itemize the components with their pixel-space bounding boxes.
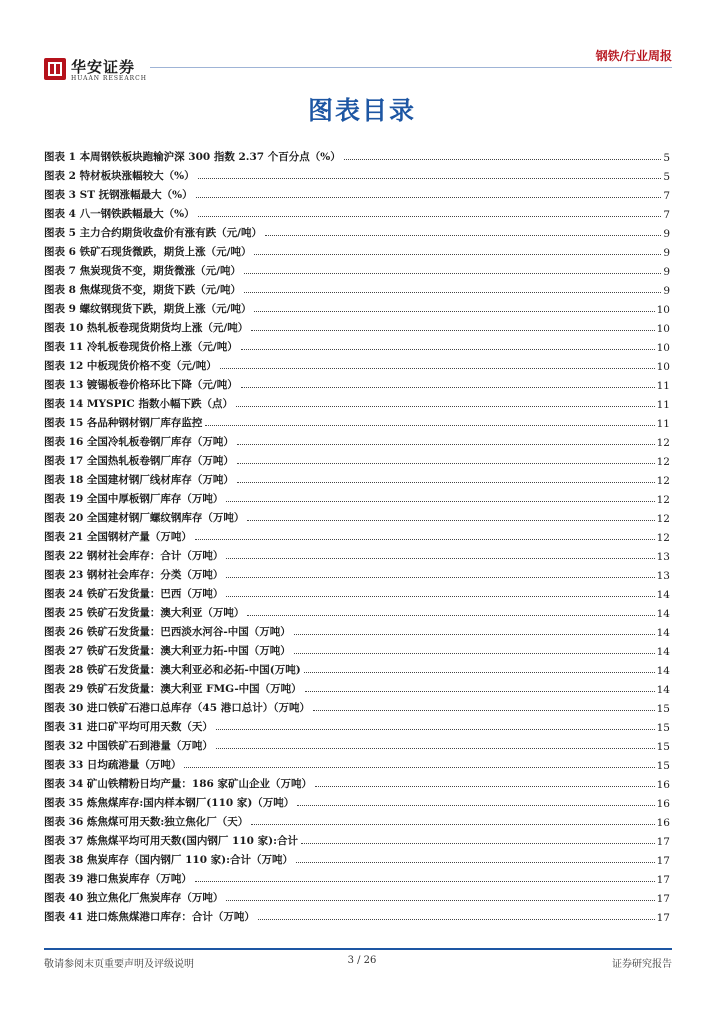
toc-entry-page: 15 — [656, 703, 670, 715]
toc-entry-label: 图表 12 中板现货价格不变（元/吨） — [44, 360, 217, 372]
toc-leader-dots — [226, 900, 654, 901]
toc-leader-dots — [304, 672, 655, 673]
toc-entry[interactable] — [44, 468, 670, 487]
toc-leader-dots — [216, 729, 655, 730]
toc-entry-page: 15 — [656, 760, 670, 772]
toc-entry-label: 图表 27 铁矿石发货量：澳大利亚力拓-中国（万吨） — [44, 645, 291, 657]
toc-entry-page: 12 — [656, 494, 670, 506]
toc-entry[interactable] — [44, 810, 670, 829]
toc-entry[interactable] — [44, 886, 670, 905]
toc-entry-page: 14 — [656, 589, 670, 601]
toc-entry-label: 图表 40 独立焦化厂焦炭库存（万吨） — [44, 892, 224, 904]
toc-leader-dots — [244, 292, 661, 293]
toc-entry-page: 9 — [663, 266, 670, 278]
toc-leader-dots — [251, 330, 654, 331]
toc-leader-dots — [313, 710, 655, 711]
toc-leader-dots — [237, 463, 655, 464]
toc-leader-dots — [297, 805, 654, 806]
toc-entry-page: 10 — [656, 361, 670, 373]
toc-entry-page: 17 — [656, 855, 670, 867]
toc-entry-label: 图表 6 铁矿石现货微跌，期货上涨（元/吨） — [44, 246, 252, 258]
report-section: 钢铁/行业周报 — [595, 49, 672, 63]
toc-entry-label: 图表 30 进口铁矿石港口总库存（45 港口总计）（万吨） — [44, 702, 310, 714]
toc-entry-page: 17 — [656, 912, 670, 924]
toc-leader-dots — [216, 748, 655, 749]
toc-entry-page: 14 — [656, 684, 670, 696]
toc-entry-page: 17 — [656, 893, 670, 905]
toc-leader-dots — [198, 178, 662, 179]
toc-entry-label: 图表 41 进口炼焦煤港口库存：合计（万吨） — [44, 911, 255, 923]
toc-entry-page: 14 — [656, 608, 670, 620]
toc-entry[interactable] — [44, 297, 670, 316]
toc-entry[interactable] — [44, 316, 670, 335]
toc-entry[interactable] — [44, 848, 670, 867]
toc-entry-label: 图表 31 进口矿平均可用天数（天） — [44, 721, 213, 733]
toc-entry[interactable] — [44, 677, 670, 696]
toc-entry-page: 10 — [656, 304, 670, 316]
toc-entry-page: 9 — [663, 285, 670, 297]
toc-entry[interactable] — [44, 601, 670, 620]
toc-entry-label: 图表 36 炼焦煤可用天数:独立焦化厂（天） — [44, 816, 249, 828]
toc-entry-page: 16 — [656, 798, 670, 810]
toc-entry-page: 12 — [656, 456, 670, 468]
toc-entry-label: 图表 32 中国铁矿石到港量（万吨） — [44, 740, 213, 752]
toc-entry-page: 10 — [656, 323, 670, 335]
toc-entry[interactable] — [44, 639, 670, 658]
toc-entry-label: 图表 8 焦煤现货不变，期货下跌（元/吨） — [44, 284, 241, 296]
page-number: 3 / 26 — [347, 955, 377, 966]
toc-leader-dots — [241, 387, 655, 388]
toc-entry-page: 13 — [656, 551, 670, 563]
toc-entry-label: 图表 18 全国建材钢厂线材库存（万吨） — [44, 474, 234, 486]
toc-entry[interactable] — [44, 829, 670, 848]
toc-leader-dots — [184, 767, 654, 768]
toc-entry-label: 图表 34 矿山铁精粉日均产量：186 家矿山企业（万吨） — [44, 778, 312, 790]
toc-entry-label: 图表 14 MYSPIC 指数小幅下跌（点） — [44, 398, 233, 410]
toc-entry-label: 图表 3 ST 抚钢涨幅最大（%） — [44, 189, 193, 201]
toc-entry[interactable] — [44, 867, 670, 886]
toc-entry-label: 图表 2 特材板块涨幅较大（%） — [44, 170, 195, 182]
toc-entry[interactable] — [44, 373, 670, 392]
toc-entry-page: 5 — [663, 171, 670, 183]
header-divider — [150, 67, 672, 68]
toc-entry-label: 图表 37 炼焦煤平均可用天数(国内钢厂 110 家):合计 — [44, 835, 298, 847]
toc-entry[interactable] — [44, 164, 670, 183]
toc-entry[interactable] — [44, 620, 670, 639]
toc-leader-dots — [195, 881, 655, 882]
page-title: 图表目录 — [307, 96, 416, 125]
toc-entry-label: 图表 13 镀锡板卷价格环比下降（元/吨） — [44, 379, 238, 391]
toc-entry-label: 图表 19 全国中厚板钢厂库存（万吨） — [44, 493, 224, 505]
toc-entry[interactable] — [44, 734, 670, 753]
toc-leader-dots — [247, 615, 654, 616]
toc-leader-dots — [254, 254, 661, 255]
toc-leader-dots — [226, 558, 654, 559]
toc-entry-label: 图表 17 全国热轧板卷钢厂库存（万吨） — [44, 455, 234, 467]
toc-entry[interactable] — [44, 791, 670, 810]
toc-leader-dots — [258, 919, 655, 920]
toc-entry-label: 图表 16 全国冷轧板卷钢厂库存（万吨） — [44, 436, 234, 448]
toc-entry-label: 图表 26 铁矿石发货量：巴西淡水河谷-中国（万吨） — [44, 626, 291, 638]
toc-entry[interactable] — [44, 715, 670, 734]
toc-leader-dots — [236, 406, 655, 407]
toc-entry[interactable] — [44, 430, 670, 449]
toc-entry-page: 14 — [656, 627, 670, 639]
toc-entry-label: 图表 22 钢材社会库存：合计（万吨） — [44, 550, 224, 562]
toc-entry[interactable] — [44, 221, 670, 240]
toc-entry-page: 17 — [656, 836, 670, 848]
toc-entry-page: 9 — [663, 247, 670, 259]
toc-entry[interactable] — [44, 905, 670, 924]
toc-entry[interactable] — [44, 259, 670, 278]
toc-entry[interactable] — [44, 506, 670, 525]
toc-entry[interactable] — [44, 449, 670, 468]
toc-entry-label: 图表 15 各品种钢材钢厂库存监控 — [44, 417, 203, 429]
toc-entry-page: 11 — [656, 418, 670, 430]
toc-entry-label: 图表 33 日均疏港量（万吨） — [44, 759, 182, 771]
toc-entry[interactable] — [44, 278, 670, 297]
footer-divider — [44, 948, 672, 950]
footer-disclaimer: 敬请参阅末页重要声明及评级说明 — [44, 959, 194, 970]
toc-entry-label: 图表 25 铁矿石发货量：澳大利亚（万吨） — [44, 607, 245, 619]
toc-leader-dots — [247, 520, 654, 521]
toc-entry[interactable] — [44, 696, 670, 715]
toc-entry-label: 图表 5 主力合约期货收盘价有涨有跌（元/吨） — [44, 227, 262, 239]
toc-entry[interactable] — [44, 240, 670, 259]
toc-entry[interactable] — [44, 183, 670, 202]
toc-entry-label: 图表 29 铁矿石发货量：澳大利亚 FMG-中国（万吨） — [44, 683, 302, 695]
toc-entry-label: 图表 39 港口焦炭库存（万吨） — [44, 873, 192, 885]
brand-name: 华安证券 — [71, 58, 136, 76]
toc-leader-dots — [226, 596, 654, 597]
toc-entry[interactable] — [44, 658, 670, 677]
toc-entry[interactable] — [44, 772, 670, 791]
toc-leader-dots — [294, 634, 655, 635]
toc-entry-page: 16 — [656, 817, 670, 829]
toc-leader-dots — [195, 539, 655, 540]
toc-entry-page: 15 — [656, 741, 670, 753]
toc-entry-label: 图表 23 钢材社会库存：分类（万吨） — [44, 569, 224, 581]
toc-entry[interactable] — [44, 335, 670, 354]
toc-entry[interactable] — [44, 411, 670, 430]
toc-entry-page: 17 — [656, 874, 670, 886]
toc-entry-page: 5 — [663, 152, 670, 164]
toc-entry[interactable] — [44, 582, 670, 601]
toc-leader-dots — [226, 577, 654, 578]
toc-entry-label: 图表 1 本周钢铁板块跑输沪深 300 指数 2.37 个百分点（%） — [44, 151, 341, 163]
toc-leader-dots — [305, 691, 655, 692]
toc-entry-label: 图表 38 焦炭库存（国内钢厂 110 家):合计（万吨） — [44, 854, 293, 866]
toc-leader-dots — [220, 368, 655, 369]
toc-entry[interactable] — [44, 487, 670, 506]
toc-entry-page: 14 — [656, 665, 670, 677]
toc-entry-label: 图表 4 八一钢铁跌幅最大（%） — [44, 208, 195, 220]
toc-leader-dots — [198, 216, 662, 217]
toc-entry[interactable] — [44, 753, 670, 772]
toc-entry-page: 9 — [663, 228, 670, 240]
toc-entry[interactable] — [44, 525, 670, 544]
toc-entry-label: 图表 35 炼焦煤库存:国内样本钢厂(110 家)（万吨） — [44, 797, 295, 809]
toc-leader-dots — [205, 425, 654, 426]
report-type: 证券研究报告 — [612, 959, 672, 970]
toc-entry-label: 图表 24 铁矿石发货量：巴西（万吨） — [44, 588, 224, 600]
toc-leader-dots — [226, 501, 654, 502]
toc-entry-page: 7 — [663, 209, 670, 221]
toc-leader-dots — [241, 349, 655, 350]
toc-leader-dots — [344, 159, 662, 160]
toc-entry-page: 13 — [656, 570, 670, 582]
toc-entry-label: 图表 11 冷轧板卷现货价格上涨（元/吨） — [44, 341, 238, 353]
toc-leader-dots — [251, 824, 654, 825]
toc-entry[interactable] — [44, 544, 670, 563]
toc-entry[interactable] — [44, 392, 670, 411]
toc-entry-page: 15 — [656, 722, 670, 734]
toc-leader-dots — [265, 235, 661, 236]
brand-english: HUAAN RESEARCH — [71, 75, 147, 82]
toc-leader-dots — [254, 311, 654, 312]
toc-entry-label: 图表 21 全国钢材产量（万吨） — [44, 531, 192, 543]
toc-entry-page: 14 — [656, 646, 670, 658]
toc-leader-dots — [237, 482, 655, 483]
toc-leader-dots — [244, 273, 661, 274]
toc-entry-page: 12 — [656, 513, 670, 525]
toc-entry-page: 11 — [656, 399, 670, 411]
toc-entry-page: 11 — [656, 380, 670, 392]
toc-entry[interactable] — [44, 354, 670, 373]
toc-entry-page: 12 — [656, 437, 670, 449]
toc-entry-label: 图表 20 全国建材钢厂螺纹钢库存（万吨） — [44, 512, 245, 524]
toc-entry[interactable] — [44, 202, 670, 221]
toc-entry-label: 图表 9 螺纹钢现货下跌，期货上涨（元/吨） — [44, 303, 252, 315]
toc-entry-label: 图表 28 铁矿石发货量：澳大利亚必和必拓-中国(万吨) — [44, 664, 301, 676]
toc-leader-dots — [301, 843, 655, 844]
table-of-contents — [44, 145, 670, 924]
toc-entry-label: 图表 7 焦炭现货不变，期货微涨（元/吨） — [44, 265, 241, 277]
toc-leader-dots — [294, 653, 655, 654]
toc-entry-page: 16 — [656, 779, 670, 791]
toc-entry-page: 7 — [663, 190, 670, 202]
toc-leader-dots — [196, 197, 662, 198]
toc-entry[interactable] — [44, 145, 670, 164]
toc-entry-page: 12 — [656, 475, 670, 487]
toc-entry-page: 10 — [656, 342, 670, 354]
toc-leader-dots — [315, 786, 655, 787]
toc-entry-page: 12 — [656, 532, 670, 544]
toc-entry[interactable] — [44, 563, 670, 582]
toc-entry-label: 图表 10 热轧板卷现货期货均上涨（元/吨） — [44, 322, 249, 334]
company-logo — [44, 58, 66, 80]
toc-leader-dots — [296, 862, 655, 863]
toc-leader-dots — [237, 444, 655, 445]
